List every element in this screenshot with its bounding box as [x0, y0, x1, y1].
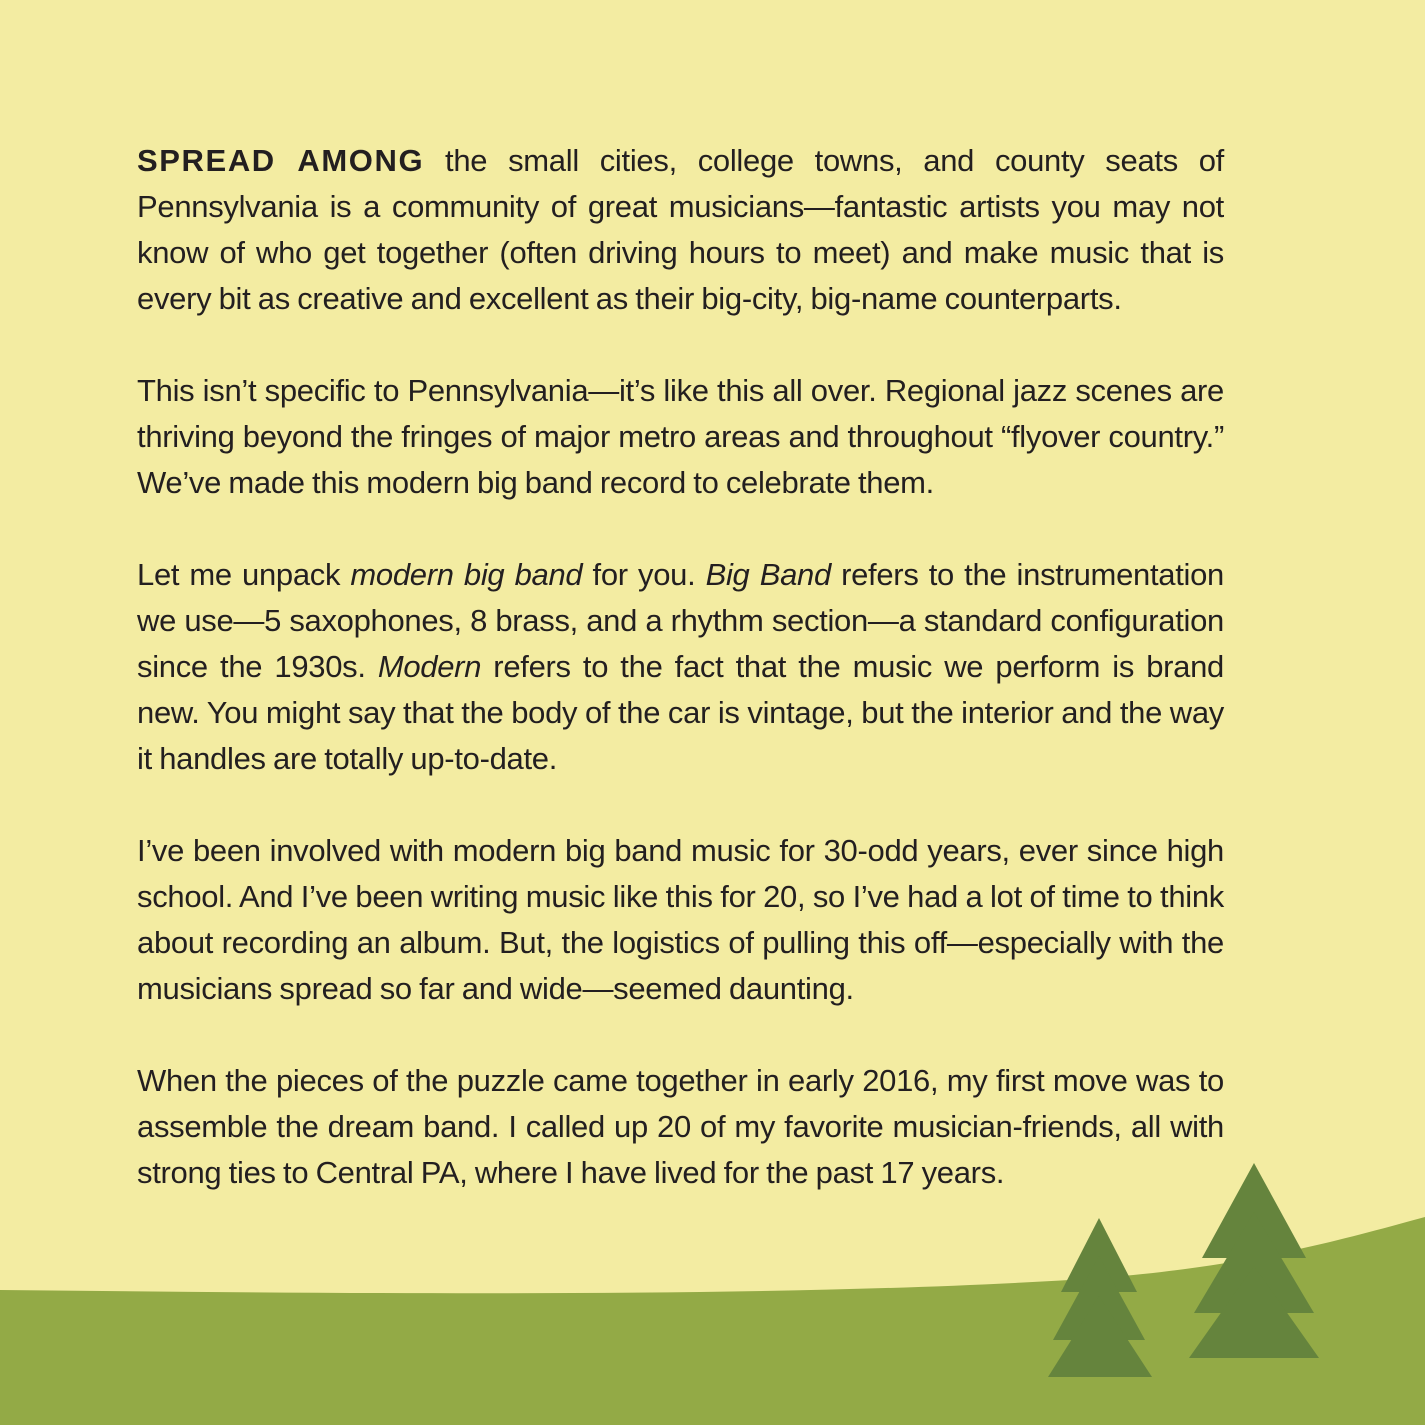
paragraph-3-part-a: Let me unpack	[137, 557, 351, 592]
paragraph-1-text: the small cities, college towns, and county seats of Pennsylvania is a community of great musicians—fantastic artists you may not know of who get together (often driving hours to meet) and make music that is every bit as creative and excellent as their big-city, big-name counterparts.	[137, 143, 1224, 316]
italic-big-band: Big Band	[705, 557, 831, 592]
paragraph-2: This isn’t specific to Pennsylvania—it’s like this all over. Regional jazz scenes are thriving beyond the fringes of major metro areas and throughout “flyover country.” We’ve made this modern big band record to celebrate them.	[137, 373, 1224, 500]
lead-in: SPREAD AMONG	[137, 143, 425, 178]
paragraph-3-part-e: refers to the instrumentation we use—5 saxophones, 8 brass, and a rhythm section—a standard configuration since the 1930s.	[137, 557, 1224, 684]
paragraph-3-part-g: refers to the fact that the music we perform is brand new. You might say that the body of the car is vintage, but the interior and the way it handles are totally up-to-date.	[137, 649, 1225, 776]
italic-modern-big-band: modern big band	[350, 557, 583, 592]
paragraph-3-part-c: for you.	[582, 557, 706, 592]
paragraph-4: I’ve been involved with modern big band music for 30-odd years, ever since high school. And I’ve been writing music like this for 20, so I’ve had a lot of time to think about recording an album. But, the logistics of pulling this off—especially with the musicians spread so far and wide—seemed daunting.	[137, 833, 1224, 1006]
paragraph-5: When the pieces of the puzzle came together in early 2016, my first move was to assemble the dream band. I called up 20 of my favorite musician-friends, all with strong ties to Central PA, where I have lived for the past 17 years.	[137, 1063, 1224, 1190]
italic-modern: Modern	[377, 649, 482, 684]
